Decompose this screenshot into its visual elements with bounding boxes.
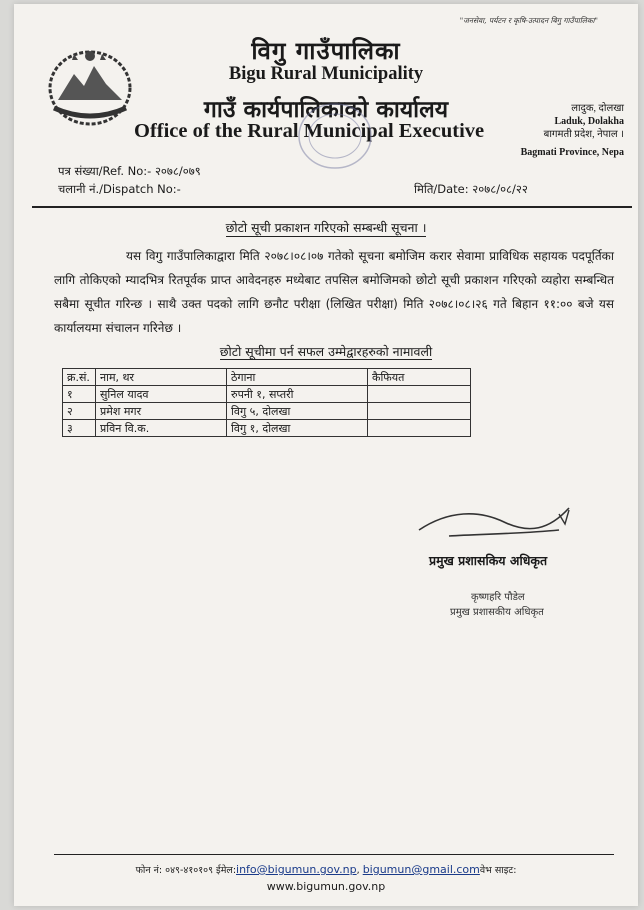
reference-number: पत्र संख्या/Ref. No:- २०७८/०७९ (58, 164, 201, 178)
office-seal-stamp (294, 99, 376, 173)
cell-remarks (368, 420, 471, 437)
address-english-line2: Bagmati Province, Nepa (520, 147, 624, 158)
footer (14, 862, 638, 895)
table-row (63, 403, 471, 420)
notice-subject-text: छोटो सूची प्रकाशन गरिएको सम्बन्धी सूचना । (225, 220, 427, 235)
address-nepali-line1: लादुक, दोलखा (571, 103, 624, 114)
stamp-name: कृष्णहरि पौडेल (471, 592, 525, 603)
notice-body: यस विगु गाउँपालिकाद्वारा मिति २०७८।०८।०७ गतेको सूचना बमोजिम करार सेवामा प्राविधिक सहायक पदपूर्तिका लागि तोकिएको म्यादभित्र रितपूर्वक प्राप्त आवेदनहरु मध्येबाट तपसिल बमोजिमको छोटो सूची प्रकाशन गरिएको व्यहोरा सम्बन्धित सबैमा सूचीत गरिन्छ । साथै उक्त पदको लागि छनौट परीक्षा (लिखित परीक्षा) मिति २०७८।०८।२६ गते बिहान ११:०० बजे यस कार्यालयमा संचालन गरिनेछ । (54, 249, 614, 335)
municipality-name-nepali: विगु गाउँपालिका (251, 36, 401, 65)
office-name-nepali: गाउँ कार्यपालिकाको कार्यालय (203, 96, 449, 123)
issue-date: मिति/Date: २०७८/०८/२२ (414, 182, 528, 196)
footer-web-label: वेभ साइट: (479, 865, 517, 876)
cell-serial: १ (63, 386, 96, 403)
cell-serial: ३ (63, 420, 96, 437)
col-remarks-header: कैफियत (368, 369, 471, 386)
cell-name: प्रमेश मगर (96, 403, 227, 420)
municipality-name-english: Bigu Rural Municipality (228, 64, 424, 84)
table-header-row (63, 369, 471, 386)
table-row (63, 420, 471, 437)
cell-address: विगु ५, दोलखा (227, 403, 368, 420)
cell-remarks (368, 403, 471, 420)
cell-remarks (368, 386, 471, 403)
dispatch-number: चलानी नं./Dispatch No:- (58, 182, 181, 196)
table-row (63, 386, 471, 403)
footer-email-gmail[interactable]: bigumun@gmail.com (362, 863, 480, 876)
col-name-header: नाम, थर (96, 369, 227, 386)
footer-phone: फोन नं: ०४९-४१०१०९ ईमेल: (135, 865, 237, 876)
cell-serial: २ (63, 403, 96, 420)
footer-separator: , (356, 865, 363, 876)
footer-website[interactable]: www.bigumun.gov.np (266, 880, 386, 893)
footer-divider (54, 854, 614, 855)
cell-name: प्रविन वि.क. (96, 420, 227, 437)
motto: "जनसेवा, पर्यटन र कृषि-उत्पादन बिगु गाउँपालिका" (459, 16, 598, 25)
notice-subject (14, 219, 638, 236)
stamp-title: प्रमुख प्रशासकीय अधिकृत (450, 607, 544, 618)
candidate-table-title (14, 343, 638, 360)
candidate-table-title-text: छोटो सूचीमा पर्न सफल उम्मेद्वारहरुको नामावली (219, 344, 433, 359)
cell-name: सुनिल यादव (96, 386, 227, 403)
footer-contact-line (14, 862, 638, 879)
header-divider (32, 206, 632, 208)
address-english-line1: Laduk, Dolakha (554, 116, 624, 127)
footer-email-info[interactable]: info@bigumun.gov.np (236, 863, 357, 876)
document-page (14, 4, 638, 906)
col-serial-header: क्र.सं. (63, 369, 96, 386)
cell-address: विगु १, दोलखा (227, 420, 368, 437)
handwritten-signature (409, 500, 589, 550)
address-nepali-line2: बागमती प्रदेश, नेपाल । (543, 129, 624, 140)
candidate-table (62, 368, 471, 437)
col-address-header: ठेगाना (227, 369, 368, 386)
signatory-title: प्रमुख प्रशासकिय अधिकृत (429, 553, 548, 568)
office-name-english: Office of the Rural Municipal Executive (134, 120, 485, 142)
cell-address: रुपनी १, सप्तरी (227, 386, 368, 403)
